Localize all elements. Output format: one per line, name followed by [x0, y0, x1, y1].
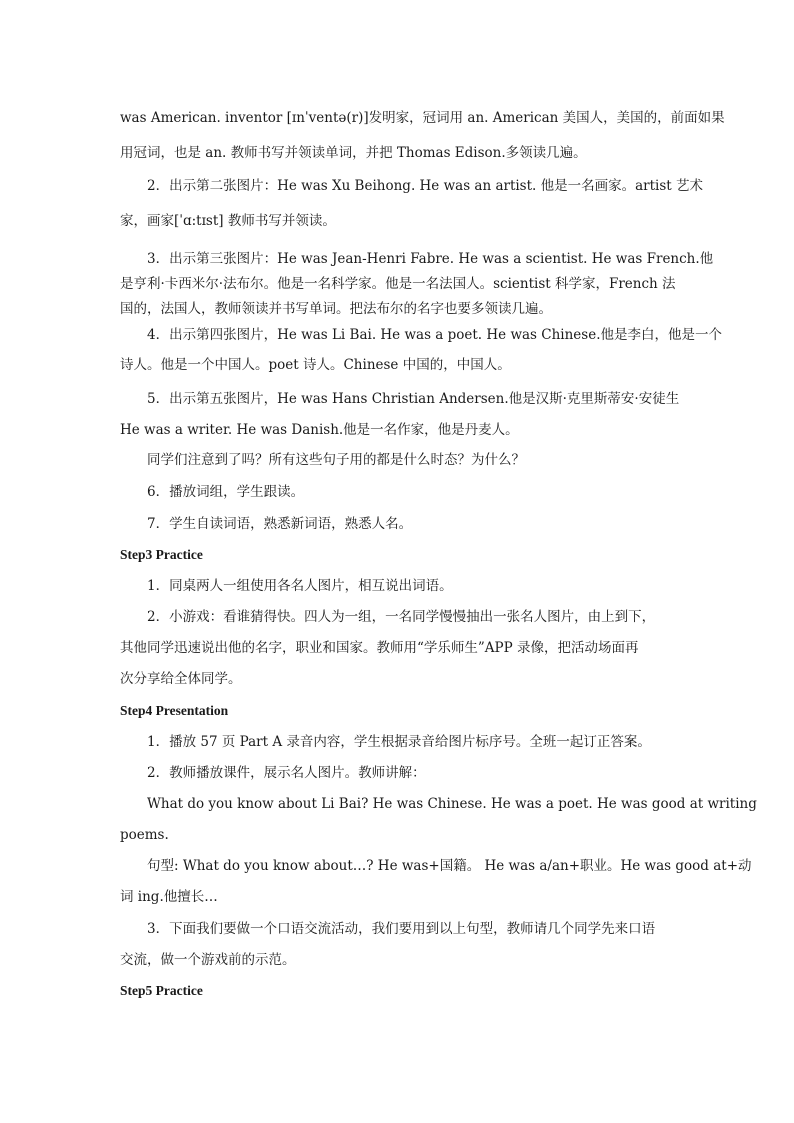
text-line: 词 ing.他擅长…: [120, 889, 218, 905]
text-line: 家，画家[ˈɑ:tɪst] 教师书写并领读。: [120, 213, 336, 229]
step-heading: Step3 Practice: [120, 547, 203, 562]
text-line: 用冠词，也是 an. 教师书写并领读单词，并把 Thomas Edison.多领读几遍。: [120, 145, 587, 161]
text-line: 是亨利·卡西米尔·法布尔。他是一名科学家。他是一名法国人。scientist 科学家，French 法: [120, 276, 676, 292]
text-line: 诗人。他是一个中国人。poet 诗人。Chinese 中国的，中国人。: [120, 357, 511, 373]
text-line: 2．出示第二张图片：He was Xu Beihong. He was an artist. 他是一名画家。artist 艺术: [147, 178, 704, 194]
text-line: poems.: [120, 827, 169, 843]
text-line: 2．教师播放课件，展示名人图片。教师讲解：: [147, 765, 426, 781]
text-line: 次分享给全体同学。: [120, 671, 242, 687]
text-line: What do you know about Li Bai? He was Chinese. He was a poet. He was good at writing: [147, 796, 757, 812]
text-line: He was a writer. He was Danish.他是一名作家，他是丹麦人。: [120, 422, 519, 438]
text-line: 1．播放 57 页 Part A 录音内容，学生根据录音给图片标序号。全班一起订正答案。: [147, 734, 651, 750]
text-line: 同学们注意到了吗？所有这些句子用的都是什么时态？为什么？: [147, 452, 525, 468]
text-line: 5．出示第五张图片，He was Hans Christian Andersen.他是汉斯·克里斯蒂安·安徒生: [147, 391, 680, 407]
text-line: was American. inventor [ɪnˈventə(r)]发明家，冠词用 an. American 美国人，美国的，前面如果: [120, 110, 725, 126]
text-line: 1．同桌两人一组使用各名人图片，相互说出词语。: [147, 578, 453, 594]
text-line: 4．出示第四张图片，He was Li Bai. He was a poet. He was Chinese.他是李白，他是一个: [147, 327, 723, 343]
text-line: 国的，法国人，教师领读并书写单词。把法布尔的名字也要多领读几遍。: [120, 301, 552, 317]
text-line: 2．小游戏：看谁猜得快。四人为一组，一名同学慢慢抽出一张名人图片，由上到下，: [147, 609, 656, 625]
text-line: 其他同学迅速说出他的名字，职业和国家。教师用“学乐师生”APP 录像，把活动场面再: [120, 640, 639, 656]
text-line: 3．出示第三张图片：He was Jean-Henri Fabre. He was a scientist. He was French.他: [147, 251, 714, 267]
text-line: 交流，做一个游戏前的示范。: [120, 952, 296, 968]
step-heading: Step4 Presentation: [120, 703, 229, 718]
text-line: 3．下面我们要做一个口语交流活动，我们要用到以上句型，教师请几个同学先来口语: [147, 921, 656, 937]
text-line: 7．学生自读词语，熟悉新词语，熟悉人名。: [147, 516, 413, 532]
step-heading: Step5 Practice: [120, 983, 203, 998]
text-line: 6．播放词组，学生跟读。: [147, 484, 305, 500]
text-line: 句型: What do you know about…? He was+国籍。 He was a/an+职业。He was good at+动: [147, 858, 752, 874]
